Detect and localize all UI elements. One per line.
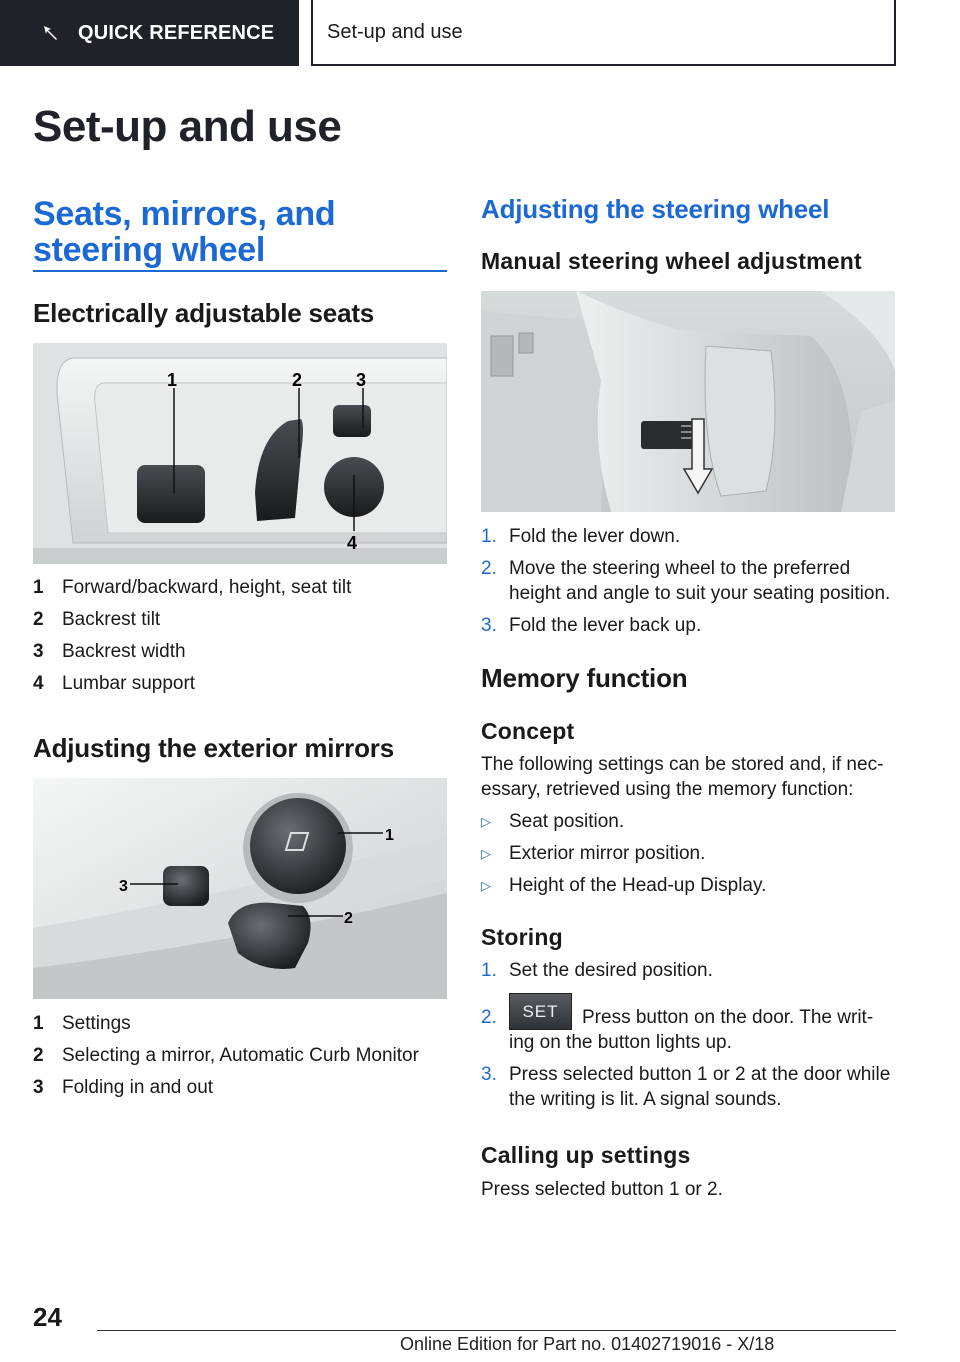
seat-forward-button [137, 465, 205, 523]
storing-steps [481, 958, 897, 1119]
manual-adjust-heading: Manual steering wheel adjustment [481, 248, 862, 274]
concept-text: The following settings can be stored and, if nec‐essary, retrieved using the memory function: [481, 754, 884, 800]
step-number: 1. [481, 960, 497, 981]
step-item [481, 556, 897, 606]
bullet-text: Exterior mirror position. [509, 843, 706, 864]
legend-number: 1 [33, 577, 44, 598]
steering-lever-figure [481, 291, 895, 512]
memory-heading: Memory function [481, 663, 688, 693]
seat-controls-illustration [33, 343, 447, 564]
legend-item [33, 572, 447, 604]
legend-number: 3 [33, 1077, 44, 1098]
concept-bullets [481, 806, 897, 902]
set-button-icon: SET [509, 993, 572, 1030]
legend-number: 1 [33, 1013, 44, 1034]
steering-lever-illustration [481, 291, 895, 512]
step-number: 3. [481, 615, 497, 636]
tab-section-label: Set-up and use [327, 20, 463, 43]
legend-item [33, 604, 447, 636]
legend-text: Backrest tilt [62, 609, 161, 630]
tab-section[interactable] [311, 0, 896, 66]
seats-legend [33, 572, 447, 700]
step-text: Press button on the door. The writ‐ing on the button lights up. [509, 1007, 874, 1054]
backrest-width-button [333, 405, 371, 437]
step-number: 2. [481, 558, 497, 579]
tab-quick-reference[interactable] [0, 0, 299, 66]
seats-heading: Electrically adjustable seats [33, 298, 375, 328]
bullet-item [481, 870, 897, 902]
footer-edition: Online Edition for Part no. 01402719016 - X/18 [400, 1334, 775, 1354]
step-text: Press selected button 1 or 2 at the door while the writing is lit. A signal sounds. [509, 1064, 891, 1111]
step-item [481, 1062, 897, 1112]
step-item [481, 958, 897, 983]
mirror-callout-1: 1 [385, 827, 394, 844]
mirror-controls-illustration [33, 778, 447, 999]
mirror-callout-3: 3 [119, 878, 128, 895]
legend-text: Settings [62, 1013, 131, 1034]
calling-text: Press selected button 1 or 2. [481, 1179, 723, 1200]
step-text: Fold the lever back up. [509, 615, 702, 636]
seat-callout-3: 3 [356, 370, 367, 390]
step-content [509, 1002, 897, 1055]
mirrors-legend [33, 1008, 447, 1104]
mirror-callout-2: 2 [344, 910, 353, 927]
bullet-text: Seat position. [509, 811, 625, 832]
triangle-bullet-icon: ▷ [481, 846, 491, 861]
mirror-adjust-knob [250, 798, 346, 894]
triangle-bullet-icon: ▷ [481, 814, 491, 829]
legend-text: Forward/backward, height, seat tilt [62, 577, 352, 598]
step-text: Move the steering wheel to the preferred height and angle to suit your seating position. [509, 558, 891, 604]
step-item [481, 1002, 897, 1055]
step-item [481, 524, 897, 549]
bullet-text: Height of the Head-up Display. [509, 875, 767, 896]
legend-item [33, 636, 447, 668]
legend-text: Backrest width [62, 641, 186, 662]
legend-number: 3 [33, 641, 44, 662]
legend-text: Selecting a mirror, Automatic Curb Monitor [62, 1045, 419, 1066]
section-rule [33, 270, 447, 272]
footer-rule [97, 1330, 896, 1331]
legend-number: 4 [33, 673, 44, 694]
step-number: 3. [481, 1064, 497, 1086]
pin-icon [42, 24, 60, 42]
triangle-bullet-icon: ▷ [481, 878, 491, 893]
legend-item [33, 1040, 447, 1072]
storing-heading: Storing [481, 924, 563, 950]
section-heading: Seats, mirrors, and steering wheel [33, 195, 336, 269]
header-tabs [0, 0, 896, 66]
steering-heading: Adjusting the steering wheel [481, 194, 830, 224]
legend-text: Folding in and out [62, 1077, 214, 1098]
step-item [481, 613, 897, 638]
calling-heading: Calling up settings [481, 1142, 691, 1168]
seat-controls-figure [33, 343, 447, 564]
step-number: 2. [481, 1007, 497, 1028]
legend-text: Lumbar support [62, 673, 196, 694]
tab-quick-reference-label: QUICK REFERENCE [78, 21, 275, 44]
legend-item [33, 668, 447, 700]
manual-steps [481, 524, 897, 645]
step-text: Fold the lever down. [509, 526, 681, 547]
page-title: Set-up and use [33, 102, 342, 151]
page-number: 24 [33, 1302, 62, 1332]
bullet-item [481, 806, 897, 838]
seat-callout-1: 1 [167, 370, 178, 390]
legend-number: 2 [33, 1045, 44, 1066]
mirrors-heading: Adjusting the exterior mirrors [33, 733, 394, 763]
mirror-fold-button [163, 866, 209, 906]
step-number: 1. [481, 526, 497, 547]
mirror-controls-figure [33, 778, 447, 999]
legend-item [33, 1072, 447, 1104]
step-text: Set the desired position. [509, 960, 713, 981]
seat-callout-4: 4 [347, 533, 358, 553]
bullet-item [481, 838, 897, 870]
legend-item [33, 1008, 447, 1040]
legend-number: 2 [33, 609, 44, 630]
concept-heading: Concept [481, 718, 575, 744]
seat-callout-2: 2 [292, 370, 303, 390]
